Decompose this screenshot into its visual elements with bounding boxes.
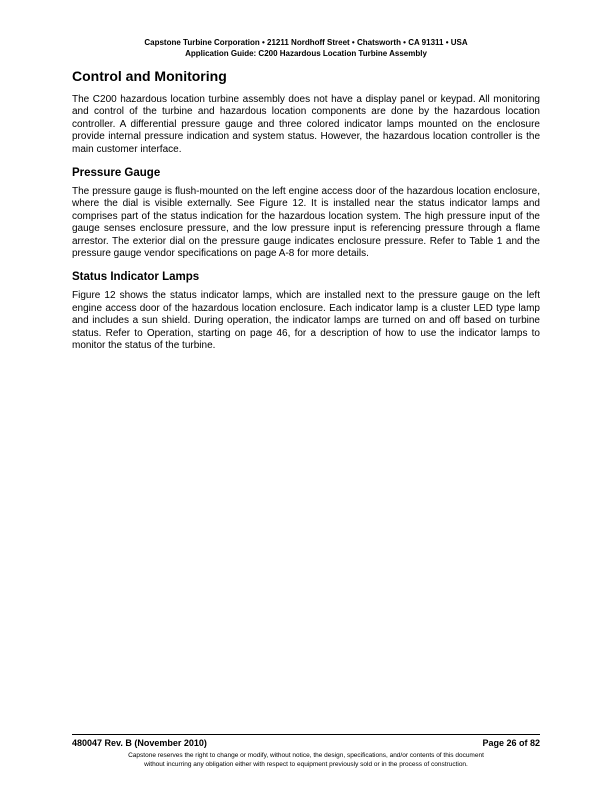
- page-body: [72, 68, 540, 363]
- footer-disclaimer: [72, 751, 540, 769]
- footer-disclaimer-line2: without incurring any obligation either with respect to equipment previously sold or in the process of construction.: [144, 761, 468, 768]
- footer-disclaimer-line1: Capstone reserves the right to change or modify, without notice, the design, specifications, and/or contents of this document: [128, 752, 484, 759]
- paragraph-pressure-gauge: The pressure gauge is flush-mounted on the left engine access door of the hazardous location enclosure, where the dial is visible externally. See Figure 12. It is installed near the status indicator lamps and comprises part of the status indication for the hazardous location system. The high pressure input of the gauge senses enclosure pressure, and the low pressure input is referencing pressure through a flame arrestor. The exterior dial on the pressure gauge indicates enclosure pressure. Refer to Table 1 and the pressure gauge vendor specifications on page A-8 for more details.: [72, 186, 540, 260]
- footer-divider: [72, 734, 540, 735]
- paragraph-control-monitoring: The C200 hazardous location turbine assembly does not have a display panel or keypad. All monitoring and control of the turbine and hazardous location components are done by the hazardous location controller. A differential pressure gauge and three colored indicator lamps mounted on the enclosure provide internal pressure indication and system status. However, the hazardous location controller is the main customer interface.: [72, 94, 540, 155]
- paragraph-status-indicator-lamps: Figure 12 shows the status indicator lamps, which are installed next to the pressure gauge on the left engine access door of the hazardous location enclosure. Each indicator lamp is a cluster LED type lamp and includes a sun shield. During operation, the indicator lamps are turned on and off based on turbine status. Refer to Operation, starting on page 46, for a description of how to use the indicator lamps to monitor the status of the turbine.: [72, 290, 540, 352]
- page-header: [0, 37, 612, 59]
- section-title-status-indicator-lamps: Status Indicator Lamps: [72, 271, 200, 284]
- section-title-control-monitoring: Control and Monitoring: [72, 68, 227, 84]
- header-guide-title: Application Guide: C200 Hazardous Location Turbine Assembly: [185, 49, 427, 58]
- section-title-pressure-gauge: Pressure Gauge: [72, 167, 161, 180]
- footer-doc-number: 480047 Rev. B (November 2010): [72, 738, 207, 748]
- footer-page-number: Page 26 of 82: [482, 738, 540, 748]
- page-footer: [72, 738, 540, 749]
- header-company-address: Capstone Turbine Corporation • 21211 Nordhoff Street • Chatsworth • CA 91311 • USA: [144, 38, 468, 47]
